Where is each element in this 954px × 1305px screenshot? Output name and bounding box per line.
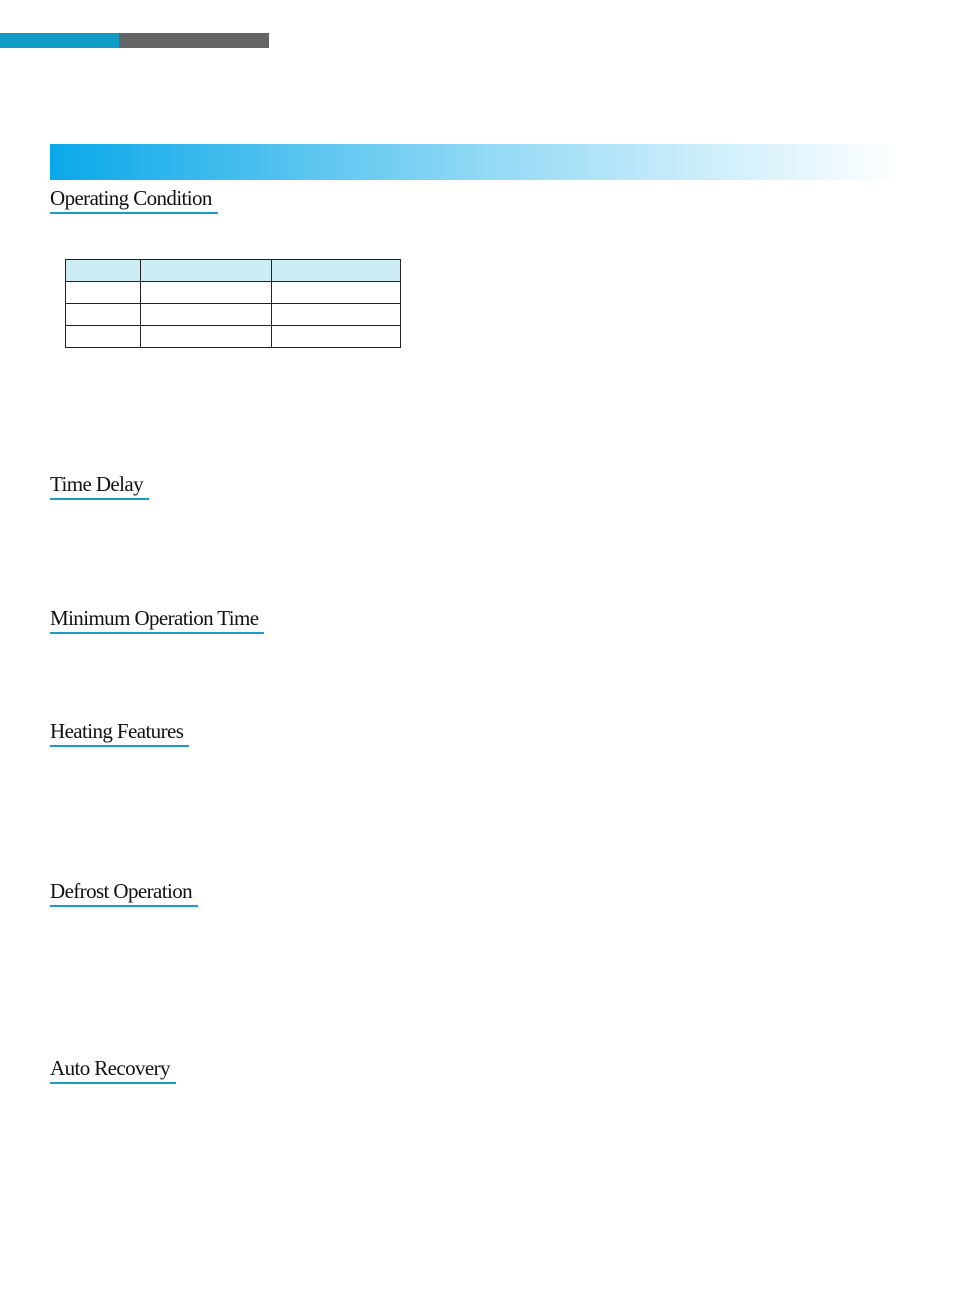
header-secondary-bar [119,33,269,48]
chapter-banner [50,144,902,180]
table-row [66,326,401,348]
table-cell [141,326,272,348]
table-header-cell [141,260,272,282]
heading-auto-recovery: Auto Recovery [50,1056,176,1084]
table-cell [272,304,401,326]
table-cell [66,282,141,304]
table-cell [141,282,272,304]
table-cell [66,326,141,348]
heading-defrost-operation: Defrost Operation [50,879,198,907]
table-row [66,304,401,326]
heading-minimum-operation-time: Minimum Operation Time [50,606,264,634]
heading-heating-features: Heating Features [50,719,189,747]
heading-operating-condition: Operating Condition [50,186,218,214]
table-cell [141,304,272,326]
table-header-cell [272,260,401,282]
table-header-cell [66,260,141,282]
table-header-row [66,260,401,282]
heading-time-delay: Time Delay [50,472,149,500]
operating-condition-table [65,259,401,348]
table-cell [272,282,401,304]
table-row [66,282,401,304]
header-accent-bar [0,33,119,48]
table-cell [66,304,141,326]
table-cell [272,326,401,348]
